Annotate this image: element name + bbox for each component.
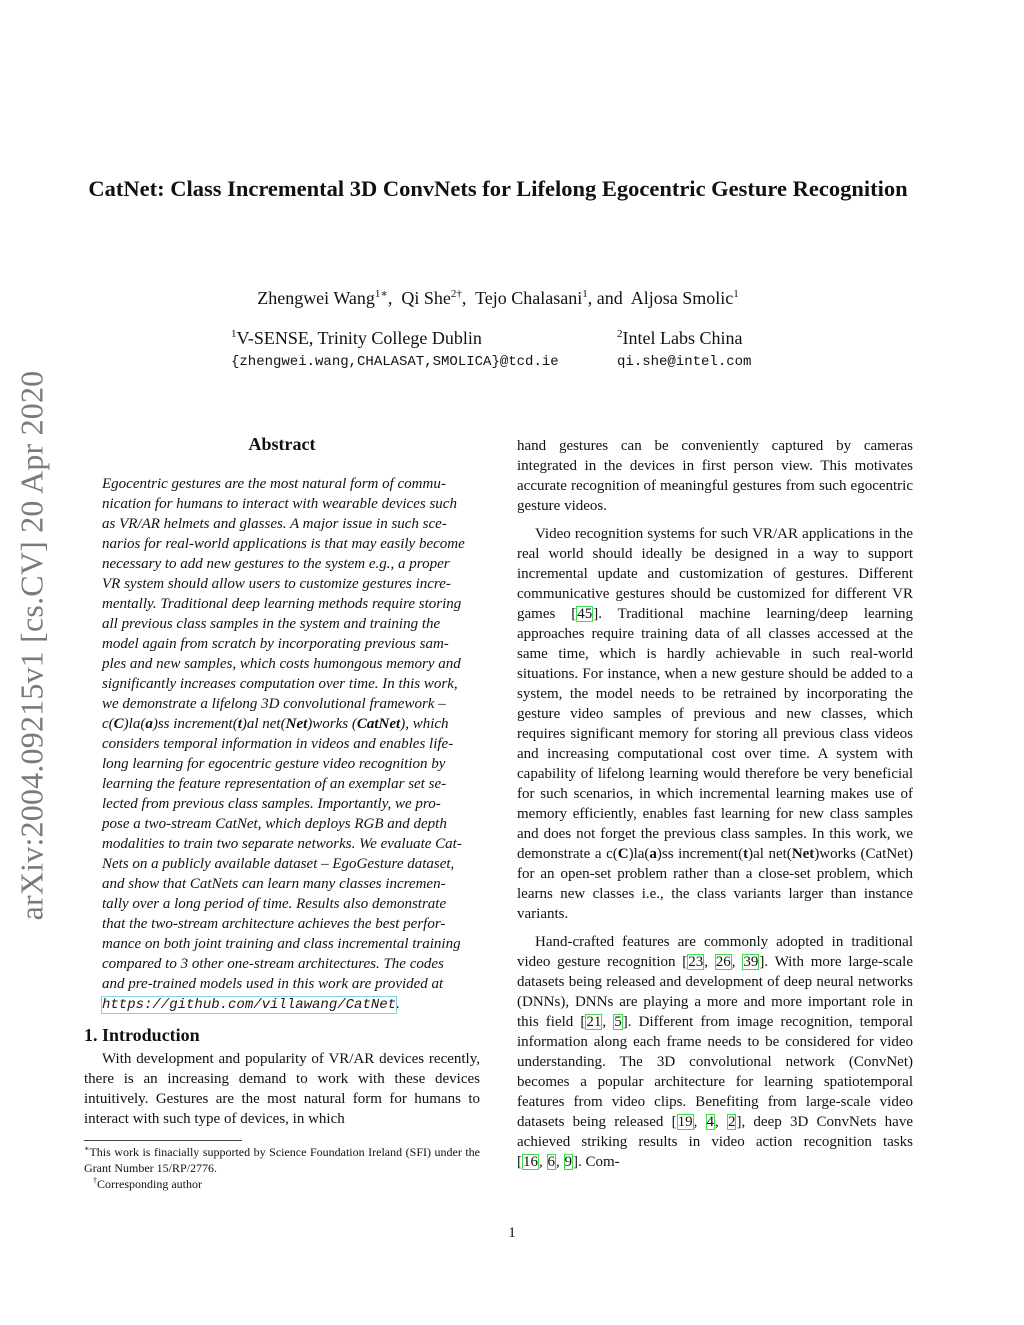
affiliation-name-line <box>617 327 751 349</box>
paragraph-text: Video recognition systems for such VR/AR applications in the real world should ideally be designed in a way to support incremental update and customization of gestures. Different communicative gestures should be customized for different VR games <box>517 526 913 622</box>
abstract-heading: Abstract <box>248 434 316 454</box>
abstract-line: lected from previous class samples. Importantly, we pro- <box>102 796 441 812</box>
citation-link[interactable]: 45 <box>577 606 593 622</box>
abstract-line: that the two-stream architecture achieves the best perfor- <box>102 916 446 932</box>
footnote-text: This work is finacially supported by Science Foundation Ireland (SFI) under the Grant Number 15/RP/2776. <box>84 1145 480 1175</box>
abstract-line: long learning for egocentric gesture video recognition by <box>102 756 446 772</box>
affiliation-name: V-SENSE, Trinity College Dublin <box>236 328 482 348</box>
abstract-line: ples and new samples, which costs humongous memory and <box>102 656 461 672</box>
citation-group: [21, 5] <box>580 1014 628 1030</box>
author-affiliation-mark: 1 <box>582 288 588 300</box>
abstract-line: significantly increases computation over time. In this work, <box>102 676 458 692</box>
intro-paragraph-vr-systems: Video recognition systems for such VR/AR applications in the real world should ideally be designed in a way to support incremental update and customization of gestures. Different communicative gestures should be customized for different VR games [45]. Traditional machine learning/deep learning approaches require training data of all classes accessed at the same time, which is hardly achievable in such real-world situations. For instance, when a new gesture should be added to a system, the model needs to be retrained by incorporating the gesture video samples of previous and new classes, which requires significant memory for storing all previous class videos and increasing computational cost over time. A system with capability of lifelong learning would therefore be very beneficial for such scenarios, in which incremental learning makes use of memory efficiently, enables fast learning for new class samples and does not forget the previous class samples. In this work, we demonstrate a c(C)la(a)ss increment(t)al net(Net)works (CatNet) for an open-set problem rather than a close-set problem, which learns new classes i.e., the class variants larger than instance variants. <box>517 526 914 922</box>
abstract-line: as VR/AR helmets and glasses. A major issue in such sce- <box>102 516 447 532</box>
right-column <box>517 436 913 1172</box>
footnote-text: Corresponding author <box>97 1177 202 1191</box>
arxiv-identifier-stamp <box>2 340 62 950</box>
citation-link[interactable]: 4 <box>706 1114 715 1130</box>
affiliation-mark: 2 <box>617 328 623 340</box>
citation-link[interactable]: 5 <box>614 1014 622 1030</box>
abstract-line: we demonstrate a lifelong 3D convolutional framework – <box>102 696 446 712</box>
paragraph-text: . Different from image recognition, temporal information along each frame needs to be considered for video understanding. The 3D convolutional network (ConvNet) becomes a popular architecture for learning spatiotemporal features from video clips. Benefiting from large-scale video datasets being released <box>517 1014 913 1130</box>
abstract-line: VR system should allow users to customize gestures incre- <box>102 576 451 592</box>
abstract-line: pose a two-stream CatNet, which deploys RGB and depth <box>102 816 447 832</box>
bold-letter: CatNet <box>356 716 401 732</box>
citation-link[interactable]: 2 <box>727 1114 736 1130</box>
abstract-link-period: . <box>396 996 400 1012</box>
bold-letter: t <box>237 716 242 732</box>
bold-letter: Net <box>285 716 308 732</box>
paragraph-text: Hand-crafted features are commonly adopted in traditional video gesture recognition <box>517 934 913 970</box>
abstract-body <box>84 474 480 1015</box>
paragraph-text: . Traditional machine learning/deep learning approaches require training data of all classes accessed at the same time, which is hardly achievable in such real-world situations. For instance, when a new gesture should be added to a system, the model needs to be retrained by incorporating the gesture video samples of previous and new classes, which requires significant memory for storing all previous class videos and increasing computational cost over time. A system with capability of lifelong learning would therefore be very beneficial for such scenarios, in which incremental learning makes use of memory efficiently, enables fast learning for new class samples and does not forget the previous class samples. In this work, we demonstrate a c( <box>517 606 913 862</box>
author-name: Qi She <box>401 288 451 308</box>
paragraph-text: )ss increment( <box>656 846 744 862</box>
code-repository-link[interactable]: https://github.com/villawang/CatNet <box>102 997 397 1013</box>
abstract-line: and pre-trained models used in this work are provided at <box>102 976 444 992</box>
author-name: Zhengwei Wang <box>257 288 375 308</box>
citation-group: [23, 26, 39] <box>682 954 765 970</box>
citation-link[interactable]: 39 <box>743 954 759 970</box>
paragraph-text: , deep 3D ConvNets have achieved striking results in video action recognition tasks <box>517 1114 913 1150</box>
affiliation-name: Intel Labs China <box>622 328 743 348</box>
left-column <box>84 432 480 1129</box>
citation-group: [16, 6, 9] <box>517 1154 578 1170</box>
author-name: Aljosa Smolic <box>630 288 734 308</box>
abstract-line: and show that CatNets can learn many classes incremen- <box>102 876 446 892</box>
intro-paragraph-handcrafted <box>517 932 913 1172</box>
author-list: Zhengwei Wang$^{1∗}$, Qi She$^{2\dagger}$, Tejo Chalasani$^1$, and Aljosa Smolic$^1$ <box>257 288 739 308</box>
citation-link[interactable]: 9 <box>564 1154 572 1170</box>
introduction-heading: 1. Introduction <box>84 1025 200 1045</box>
citation-link[interactable]: 26 <box>715 954 731 970</box>
citation-group: [19, 4, 2] <box>671 1114 742 1130</box>
citation-link[interactable]: 6 <box>547 1154 555 1170</box>
author-affiliation-mark: 1∗ <box>374 288 388 300</box>
citation-link[interactable]: 16 <box>523 1154 538 1170</box>
paragraph-text: )la( <box>628 846 650 862</box>
abstract-line: mentally. Traditional deep learning methods require storing <box>102 596 462 612</box>
abstract-line: c(C)la(a)ss increment(t)al net(Net)works (CatNet), which <box>102 716 449 732</box>
footnotes <box>84 1144 480 1192</box>
footnote-corresponding <box>84 1176 480 1192</box>
affiliation-name-line <box>231 327 559 349</box>
paragraph-text: . Com- <box>578 1154 620 1170</box>
citation-link[interactable]: 19 <box>677 1114 693 1130</box>
citation-link[interactable]: 23 <box>688 954 704 970</box>
bold-letter: C <box>113 716 124 732</box>
abstract-link-line <box>102 994 476 1015</box>
abstract-line: Egocentric gestures are the most natural form of commu- <box>102 476 446 492</box>
abstract-line: all previous class samples in the system and training the <box>102 616 441 632</box>
abstract-line: narios for real-world applications is that may easily become <box>102 536 465 552</box>
footnote-mark: ∗ <box>84 1144 90 1153</box>
affiliation-mark: 1 <box>231 328 237 340</box>
bold-letter: t <box>743 846 749 862</box>
abstract-line: considers temporal information in videos and enables life- <box>102 736 454 752</box>
abstract-line: tally over a long period of time. Results also demonstrate <box>102 896 447 912</box>
introduction-paragraph: With development and popularity of VR/AR devices recently, there is an increasing demand to work with these devices intuitively. Gestures are the most natural form for humans to interact with such type of devices, in which <box>84 1051 480 1127</box>
author-name: Tejo Chalasani <box>475 288 583 308</box>
footnote-funding <box>84 1144 480 1176</box>
footnote-divider <box>84 1140 242 1141</box>
abstract-line: Nets on a publicly available dataset – EgoGesture dataset, <box>102 856 455 872</box>
page-number: 1 <box>508 1225 516 1241</box>
paragraph-text: )works (CatNet) for an open-set problem rather than a close-set problem, which learns new classes i.e., the class variants larger than instance variants. <box>517 846 914 922</box>
affiliation-email[interactable]: qi.she@intel.com <box>617 354 752 370</box>
abstract-line: learning the feature representation of an exemplar set se- <box>102 776 447 792</box>
abstract-line: model again from scratch by incorporating previous sam- <box>102 636 449 652</box>
bold-letter: a <box>649 846 657 862</box>
abstract-line: necessary to add new gestures to the system e.g., a proper <box>102 556 450 572</box>
affiliation-email[interactable]: {zhengwei.wang,CHALASAT,SMOLICA}@tcd.ie <box>231 354 559 370</box>
arxiv-identifier-text: arXiv:2004.09215v1 [cs.CV] 20 Apr 2020 <box>13 370 50 920</box>
intro-continued-paragraph: hand gestures can be conveniently captured by cameras integrated in the devices in first person view. This motivates accurate recognition of meaningful gestures from such egocentric gesture videos. <box>517 438 913 514</box>
bold-letter: Net <box>791 846 815 862</box>
author-conjunction: , and <box>587 288 623 308</box>
bold-letter: a <box>145 716 153 732</box>
footnote-mark: † <box>93 1176 97 1185</box>
affiliation-block <box>231 327 559 373</box>
paragraph-text: )al net( <box>748 846 792 862</box>
abstract-line: mance on both joint training and class incremental training <box>102 936 461 952</box>
abstract-line: compared to 3 other one-stream architectures. The codes <box>102 956 444 972</box>
affiliation-block <box>617 327 751 373</box>
author-affiliation-mark: 2† <box>450 288 462 300</box>
abstract-line: nication for humans to interact with wearable devices such <box>102 496 457 512</box>
citation-link[interactable]: 21 <box>586 1014 602 1030</box>
paragraph-text: . With more large-scale datasets being released and development of deep neural networks (DNNs), DNNs are playing a more and more important role in this field <box>517 954 914 1030</box>
author-affiliation-mark: 1 <box>733 288 739 300</box>
abstract-line: modalities to train two separate networks. We evaluate Cat- <box>102 836 462 852</box>
bold-letter: C <box>617 846 629 862</box>
paper-title: CatNet: Class Incremental 3D ConvNets for Lifelong Egocentric Gesture Recognition <box>88 176 908 201</box>
